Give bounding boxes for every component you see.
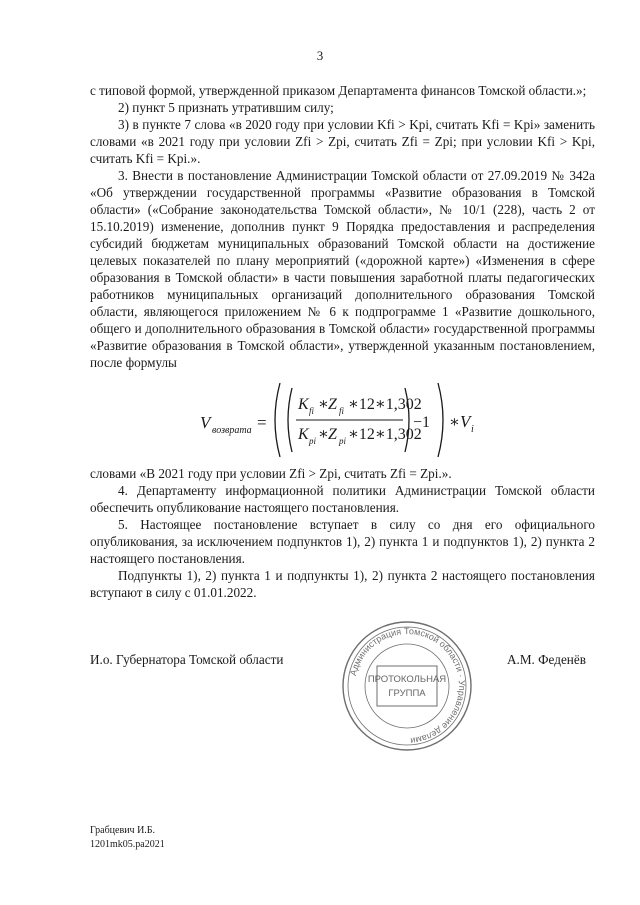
paragraph-item-3: 3. Внести в постановление Администрации Томской области от 27.09.2019 № 342а «Об утверждении государственной программы «Развитие образования в Томской области» («Собрание законодательства Томской области», № 10/1 (228), часть 2 от 15.10.2019) изменение, дополнив пункт 9 Порядка предоставления и распределения субсидий бюджетам муниципальных образований Томской области на достижение целевых показателей по плану мероприятий («дорожной карте») «Изменения в сфере образования в Томской области» в части повышения заработной платы педагогических работников муниципальных организаций дополнительного образования Томской области, являющегося приложением № 6 к подпрограмме 1 «Развитие дошкольного, общего и дополнительного образования в Томской области» государственной программы «Развитие образования в Томской области», утвержденной указанным постановлением, после формулы [90,168,595,370]
document-footer [90,824,165,852]
formula-lhs-sub: возврата [212,425,252,436]
footer-author: Грабцевич И.Б. [90,825,156,836]
outer-left-paren [275,383,280,457]
denominator-k-sub: pi [309,436,317,446]
inner-left-paren [288,388,292,452]
numerator-factors: ∗12∗1,302 [348,396,422,413]
denominator-z-sub: pi [339,436,347,446]
numerator-z: Z [328,396,337,413]
formula-lhs: V [200,413,211,432]
outer-right-paren [438,383,443,457]
paragraph-item-5: 5. Настоящее постановление вступает в силу со дня его официального опубликования, за исключением подпунктов 1), 2) пункта 1 и подпунктов 1), 2) пункта 2 настоящего постановления. [90,517,595,566]
official-seal [337,616,477,756]
signature-position: И.о. Губернатора Томской области [90,652,284,667]
document-body [90,82,595,601]
footer-file: 1201mk05.pa2021 [90,839,165,850]
denominator-star: ∗ [318,426,329,443]
formula [90,375,595,465]
paragraph-effective-date: Подпункты 1), 2) пункта 1 и подпункты 1), 2) пункта 2 настоящего постановления вступают в силу с 01.01.2022. [90,568,595,600]
formula-rhs-star: ∗ [449,414,460,431]
numerator-star: ∗ [318,396,329,413]
paragraph-after-formula: словами «В 2021 году при условии Zfi > Zpi, считать Zfi = Zpi.». [90,466,452,481]
formula-equals: = [257,413,267,432]
seal-ring-text: Администрация Томской области · Управление делами [348,625,468,746]
seal-center-line1: ПРОТОКОЛЬНАЯ [367,674,447,685]
denominator-factors: ∗12∗1,302 [348,426,422,443]
paragraph-subitem-3: 3) в пункте 7 слова «в 2020 году при условии Kfi > Kpi, считать Kfi = Kpi» заменить словами «в 2021 году при условии Zfi > Zpi, считать Zfi = Zpi; при условии Kfi > Kpi, считать Kfi = Kpi.». [90,117,595,166]
numerator-k-sub: fi [309,406,315,416]
paragraph-item-4: 4. Департаменту информационной политики Администрации Томской области обеспечить опубликование настоящего постановления. [90,483,595,515]
formula-rhs-sub: i [471,424,474,435]
numerator-z-sub: fi [339,406,345,416]
seal-center-line2: ГРУППА [388,688,426,699]
denominator-k: K [298,426,309,443]
numerator-k: K [298,396,309,413]
page-number: 3 [316,48,324,63]
signature-name: А.М. Феденёв [507,652,586,667]
formula-rhs: V [460,412,471,431]
paragraph-subitem-2: 2) пункт 5 признать утратившим силу; [118,100,334,115]
formula-minus-one: −1 [413,414,431,431]
paragraph-continuation: с типовой формой, утвержденной приказом Департамента финансов Томской области.»; [90,83,587,98]
denominator-z: Z [328,426,337,443]
